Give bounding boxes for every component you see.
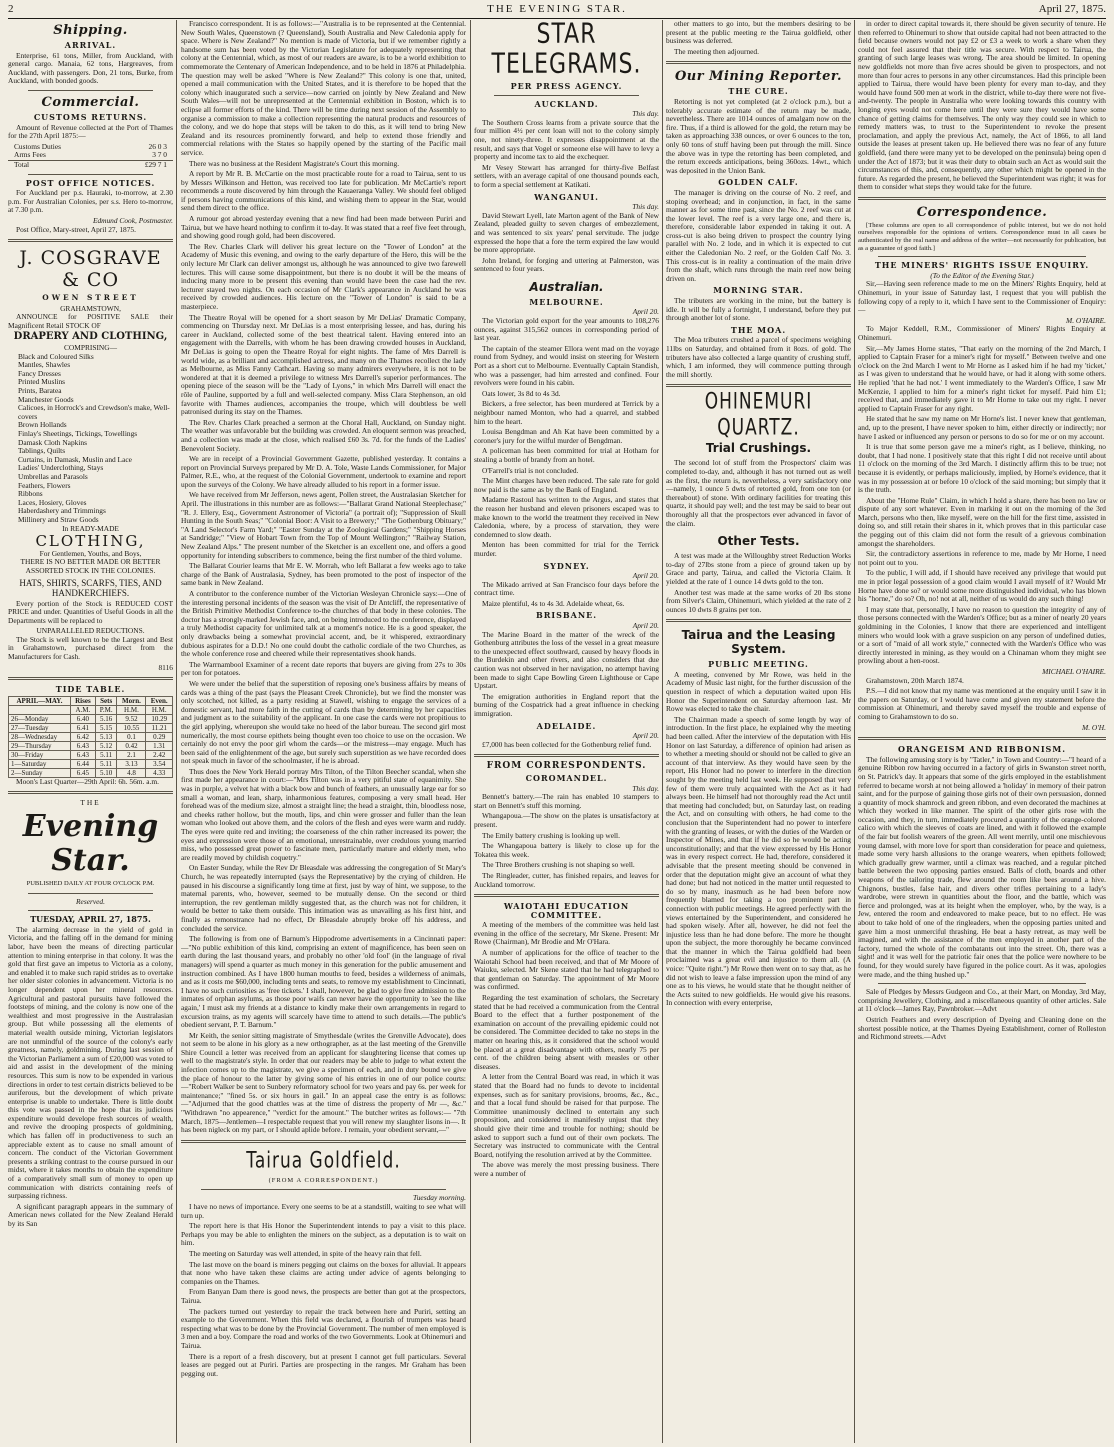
table-row: 28—Wednesday 6.42 5.13 0.1 0.29 <box>9 732 173 741</box>
tairua-goldfield-heading: Tairua Goldfield. <box>246 1147 401 1174</box>
dateline-date: April 20. <box>632 731 659 741</box>
better-text: THERE IS NO BETTER MADE OR BETTER ASSORTED STOCK IN THE COLONIES. <box>20 557 161 575</box>
column-header: Sets <box>95 696 117 705</box>
letter-paragraph: About the "Home Rule" Claim, in which I hold a share, there has been no law or dispute of any sort whatever. Even in marking it out on the morning of the 3rd March, persons who then, like myself, were on the hill for the first time, assisted in doing so, and still retain their shares in it, which proves that in this particular case the pegging out of this claim did not form the result of a grievous combination amongst the shareholders. <box>858 495 1106 548</box>
evening-star-title: Evening Star. <box>22 809 159 879</box>
table-row: 26—Monday 6.40 5.16 9.52 10.29 <box>9 714 173 723</box>
correspondence-heading: Correspondence. <box>916 204 1048 220</box>
column-1 <box>8 20 173 1443</box>
ohinemuri-quartz-heading: OHINEMURI QUARTZ. <box>704 389 813 442</box>
news-paragraph: Mr Keith, the senior sitting magistrate of Smythesdale (writes the Grenville Advocate), does not seem to be alone in his glory as a new orthographer, as at the last meeting of the Grenville Shire Council a letter was received from an applicant for slaughtering license that comes up well to the magistrate's style. In order that our readers may be able to judge to what extent the infection comes up to the magistrate, we give a specimen of each, and in duty bound we give the place of honour to the latter by giving some of his entries in one of our police courts:—"Robert Walker be sent to Sunbery reformatory school for two years and pay 6s. per week for maintenance;" "fined 5s. or six hours in gail." In an appeal case the entry is as follows:—"Adjurned that the good chattles was at the time of distress the property of Mr —, &c." "Withdrawn "no appearence," "verdict for the amount." The butcher writes as follows:— "7th March, 1875—Jentlemen—I respectable request that you will renew my slaughter lisons in—. It has been nigleck on my part, or I should aplide before. I remain, your obedient servant,—" <box>181 1030 466 1135</box>
telegram-paragraph: Bickers, a free selector, has been murdered at Terrick by a neighbour named Monton, who had a quarrel, and stabbed him to the heart. <box>474 399 659 426</box>
table-row: 27—Tuesday 6.41 5.15 10.55 11.21 <box>9 723 173 732</box>
dateline-place: SYDNEY. <box>543 560 590 571</box>
separator <box>28 910 153 911</box>
separator <box>201 1189 446 1190</box>
list-item: Curtains, in Damask, Muslin and Lace <box>18 454 132 464</box>
dateline-place: AUCKLAND. <box>534 98 599 109</box>
telegram-paragraph: The emigration authorities in England report that the burning of the Cospatrick had a great influence in checking immigration. <box>474 691 659 718</box>
separator <box>28 90 153 91</box>
table-row: 2—Sunday 6.45 5.10 4.8 4.33 <box>9 768 173 777</box>
drapery-list <box>8 353 173 525</box>
waiotahi-paragraph: The above was merely the most pressing business. There were a number of <box>474 1160 659 1178</box>
separator <box>8 239 173 242</box>
waiotahi-paragraph: A meeting of the members of the committee was held last evening in the office of the secretary, Mr Skene. Present: Mr Rowe (Chairman), Mr Brodie and Mr O'Hara. <box>474 920 659 947</box>
golden-calf-heading: GOLDEN CALF. <box>718 177 799 188</box>
from-correspondents-heading: FROM CORRESPONDENTS. <box>486 761 647 772</box>
column-5 <box>858 20 1106 1443</box>
masthead-date: April 27, 1875. <box>1038 3 1106 15</box>
separator <box>28 174 153 175</box>
moa-heading: THE MOA. <box>730 324 787 335</box>
waiotahi-paragraph: Regarding the test examination of scholars, the Secretary stated that he had received a communication from the Central Board to the effect that a further postponement of the examination on account of the prevailing epidemic could not be considered. The Committee decided to take no steps in the matter on hearing this, as it considered that the school would be placed at a great disadvantage with others, nearly 75 per cent. of the children being absent with measles or other diseases. <box>474 993 659 1071</box>
comprising-label: COMPRISING— <box>64 343 117 353</box>
post-office-heading: POST OFFICE NOTICES. <box>25 177 156 188</box>
coromandel-paragraph: The Three Brothers crushing is not shaping so well. <box>482 860 635 870</box>
mining-paragraph: The manager is driving on the course of No. 2 reef, and stoping overhead; and in conjunction, in fact, in the same manner as for some time past, since the No. 2 reef was cut at the lower level. The reef is a very large one, and there is, therefore, considerable labor expended in taking it out. A cross-cut is also being driven to prospect the country lying parallel with No. 2 lode, and in which it is expected to cut either the Caledonian No. 2 reef, or the Golden Calf No. 3. This cross-cut is in reality a continuation of the main drive from the shaft, which runs through the main reef now being driven on. <box>666 187 851 283</box>
letter-paragraph: Sir, the contradictory assertions in reference to me, made by Mr Horne, I need not point out to you. <box>858 549 1106 567</box>
table-row: 1—Saturday 6.44 5.11 3.13 3.54 <box>9 759 173 768</box>
letter-paragraph: To the public, I will add, if I should have received any privilege that would put me in prior legal possession of a good claim would I avail myself of it? Would Mr Horne have done so? or would some more distinguished individual, who has blown his "horne," do so? Oh, no! not at all, neither of us would do any such thing! <box>858 568 1106 604</box>
letter-paragraph: Grahamstown, 20th March 1874. <box>866 675 964 685</box>
clothing-sub: For Gentlemen, Youths, and Boys, <box>39 548 142 558</box>
trial-crushings-heading: Trial Crushings. <box>705 441 812 456</box>
column-header: APRIL—MAY. <box>9 696 71 705</box>
column-header: Rises <box>70 696 95 705</box>
table-subheader-row: A.M. P.M. H.M. H.M. <box>9 705 173 714</box>
telegram-paragraph: Mr Vesey Stewart has arranged for thirty-five Belfast settlers, with an average capital of one thousand pounds each, to form a special settlement at Katikati. <box>474 162 659 189</box>
dateline-date: April 20. <box>632 621 659 631</box>
post-office-text: For Auckland per p.s. Hauraki, to-morrow, at 2.30 p.m. For Australian Colonies, per s.s. Hero to-morrow, at 7.30 p.m. <box>8 188 173 215</box>
coromandel-heading: COROMANDEL. <box>525 772 608 783</box>
tairua-paragraph: The last move on the board is miners pegging out claims on the boxes for alluvial. It appears that none who have taken these claims are acting under advice of agents belonging to companies on the Thames. <box>181 1259 466 1286</box>
news-paragraph: The Warrnambool Examiner of a recent date reports that buyers are giving from 27s to 30s per ton for potatoes. <box>181 659 466 678</box>
tairua-paragraph: There is a report of a fresh discovery, but at present I cannot get full particulars. Several leases are pegged out at Puriri. Parties are prospecting in the ranges. Mr Graham has been pegging out. <box>181 1351 466 1378</box>
reserved-label: Reserved. <box>76 896 105 906</box>
coromandel-paragraph: The Ringleader, cutter, has finished repairs, and leaves for Auckland tomorrow. <box>474 870 659 889</box>
column-header: Morn. <box>117 696 146 705</box>
orangeism-paragraph: The following amusing story is by "Tatler," in Town and Country:—"I heard of a genuine Ribbon row having occurred in a factory of girls in Swanston street north, on St. Patrick's day. It appears that some of the girls employed in the establishment referred to became worsh at not being allowed a 'holiday' in memory of their patron saint, and for the purpose of gaining those girls not of their own persuasion, donned a quantity of mock shamrock and green ribbon, and even decorated the machines at which they worked in like manner. The spirit of the other girls rose with the occasion, and they, in turn, immediately procured a quantity of the orange-colored calico with which the sleeves of coats are lined, and with it followed the example of the fair but foolish wearers of the green. All went merrily, until one mischievous young damsel, with more love for sport than consideration for peace and quietness, made some very harsh allusions to the orange wearers, when epithets followed; which gradually grew warmer, until a climax was reached, and a regular pitched battle between the two opposing parties ensued. Balls of cloth, boards and other weapons of the tailoring trade, flew around the room like bees around a hive. Chignons, bustles, false hair, and divers other trifles pertaining to a lady's wardrobe, were strewn in quantities about the floor, and the battle, which was fierce and prolonged, was at its height when the employer, who, by the way, is a Jew, entered the room and endeavored to make peace, but to no effect. He was about to take hold of one of the ringleaders, when the opposing parties united and gave him a most unmerciful thrashing. He beat a hasty retreat, as may well be imagined, and with the assistance of the men employed in another part of the factory, turned the whole of the combatants out into the street. Oh, there was a sight! and it was well for the patriotic fair ones that the police were nowhere to be found, for they would surely have figured in the police court. As it was, apologies were made, and the thing hushed up." <box>858 754 1106 979</box>
shipping-heading: Shipping. <box>53 23 128 38</box>
tests-paragraph: A test was made at the Willoughby street Reduction Works to-day of 27lbs stone from a piece of ground taken up by Grace and party, Tairua, and called the Victoria Claim. It yielded at the rate of 1 ounce 14 dwts gold to the ton. <box>666 551 851 586</box>
news-paragraph: The Theatre Royal will be opened for a short season by Mr DeLias' Dramatic Company, commencing on Thursday next. Mr DeLias is a most enterprising lessee, and has, during his career in Auckland, collected some of the best theatrical talent. Having entered into an engagement with the Darrells, with whom he has been drawing crowded houses in Auckland, Mr DeLias is going to open the Theatre Royal for eight nights. The fame of Mrs Darrell is world wide, as a brilliant and accomplished actress, and many on the Thames recollect the lady as Melbourne, as Miss Fanny Cathcart. Having so many admirers everywhere, it is not to be wondered at that it is deemed a privilege to witness Mrs Darrell's superior performances. The opening piece of the season will be the "Lady of Lyons," in which Mrs Darrell will enact the rôle of Pauline, supported by a full and well-selected company. Miss Clara Stephenson, an old favorite with Thames audiences, accompanies the troupe, which will doubtless be well patronised during its stay on the Thames. <box>181 312 466 417</box>
separator <box>666 384 851 387</box>
list-item: Ribbons <box>18 489 43 499</box>
separator <box>878 983 1086 984</box>
separator <box>666 61 851 64</box>
column-4 <box>666 20 851 1443</box>
coromandel-date: This day. <box>632 783 659 793</box>
separator <box>858 737 1106 740</box>
mining-paragraph: The Moa tributers crushed a parcel of specimens weighing 11lbs on Saturday, and obtained from it 8ozs. of gold. The tributers have also collected a large quantity of crushing stuff, which, I am informed, they will commence putting through the mill shortly. <box>666 335 851 379</box>
news-paragraph: A rumour got abroad yesterday evening that a new find had been made between Puriri and Tairua, but we have heard nothing to confirm it to-day. It was stated that a reef five feet through, and showing good rough gold, had been discovered. <box>181 214 466 241</box>
letter-paragraph: Sir,—My James Horne states, "That early on the morning of the 2nd March, I applied to Captain Fraser for a miner's right for myself." Between twelve and one o'clock on the 2nd March I went to Mr Horne as I asked him if he had my 'ticket,' as I was given to understand that he would have, or had it along with some others. He replied 'that he had not.' I went immediately to the Warden's Office, I saw Mr McKenzie, I applied to him for a miner's right ticket for myself. Paid him £1; received that, and immediately gave it to Mr Horne to take out my right. I never applied to Captain Fraser for any right. <box>858 343 1106 413</box>
column-rule <box>470 20 471 1443</box>
news-paragraph: We have received from Mr Jefferson, news agent, Pollen street, the Australasian Sketcher for April. The illustrations in this number are as follows:—"Ballarat Grand National Steeplechase;" "R. J. Ellery, Esq., Government Astronomer of Victoria" (a portrait of); "Suppression of Skull Hunting in the South Seas;" "Colonial Boor: A Visit to a Brewery;" "The Gothenburg Obituary;" "A Land Selector's Farm Yard;" "Easter Sunday at the Zoological Gardens;" "Shipping Horses at Sandridge;" "View of Hobart Town from the Top of Mount Wellington;" "Railway Station, New Zealand Alps." The present number of the Sketcher is an excellent one, and offers a good opportunity for intending subscribers to commence, being the first number of the third volume. <box>181 490 466 560</box>
separator <box>28 893 153 894</box>
news-paragraph: The following is from one of Barnum's Hippodrome advertisements in a Cincinnati paper:—"No public exhibition of this kind, comprising an extent of magnificence, has been seen on earth during the last thousand years, and probably no other 'old fool' (in the language of rival managers) will spend a quarter as much money in this generation for the public amusement and instruction combined. As I have 1800 human mouths to feed, besides a wilderness of animals, and as it costs me $60,000, including tents and seats, to remove my establishment to Cincinnati, I have no such curiosities as 'free tickets.' I shall, however, be glad to give free admission to the inmates of orphan asylums, as those poor waifs can never have the opportunity to 'see the like again,' I must ask my friends at a distance to kindly make their own arrangements in regard to excursion trains, as my agents will scarcely have time to attend to such details.—The public's obedient servant, P. T. Barnum." <box>181 934 466 1030</box>
dateline-place: MELBOURNE. <box>529 296 604 307</box>
dateline-date: This day. <box>632 202 659 212</box>
list-item: Fancy Dresses <box>18 368 61 378</box>
list-item: Printed Muslins <box>18 377 66 387</box>
cosgrave-name: J. COSGRAVE & CO <box>19 247 162 292</box>
telegram-paragraph: The Mikado arrived at San Francisco four days before the contract time. <box>474 579 659 598</box>
table-row: 29—Thursday 6.43 5.12 0.42 1.31 <box>9 741 173 750</box>
dateline-place: BRISBANE. <box>535 610 598 621</box>
letter-paragraph: To Major Keddell, R.M., Commissioner of Miners' Rights Enquiry at Ohinemuri. <box>858 324 1106 342</box>
post-office-signature: Edmund Cook, Postmaster. <box>92 215 173 225</box>
every-portion-text: Every portion of the Stock is REDUCED COST PRICE and under. Quantities of Useful Goods in all the Departments will be replaced to <box>8 598 173 625</box>
list-item: Millinery and Straw Goods <box>18 514 99 524</box>
table-row: 30—Friday 6.43 5.11 2.1 2.42 <box>9 750 173 759</box>
clothing-heading: CLOTHING, <box>35 532 146 551</box>
stock-number: 8116 <box>158 662 173 672</box>
telegram-paragraph: Maize plentiful, 4s to 4s 3d. Adelaide wheat, 6s. <box>482 598 625 608</box>
the-label: THE <box>80 798 101 808</box>
to-editor-line: (To the Editor of the Evening Star.) <box>930 270 1034 280</box>
letter-paragraph: P.S.—I did not know that my name was mentioned at the enquiry until I saw it in the papers on Saturday, or I would have come and given my statement before the commission at Ohinemuri, and thereby saved myself the trouble and expense of coming to Grahamstown to do so. <box>858 686 1106 721</box>
list-item: Tablings, Quilts <box>18 446 66 456</box>
separator <box>8 791 173 794</box>
correspondence-note: [These columns are open to all correspondence of public interest, but we do not hold ourselves responsible for the opinions of writers. Correspondence must in all cases be authenticated by the real name and address of the writer—not necessarily for publication, but as a guarantee of good faith.] <box>858 221 1106 252</box>
separator <box>474 754 659 757</box>
news-paragraph: The Rev. Charles Clark preached a sermon at the Choral Hall, Auckland, on Sunday night. The weather was unfavorable but the building was crowded. An eloquent sermon was preached, and a collection was made at the close, which realised £60 3s. 7d. for the funds of the Ladies' Benevolent Society. <box>181 417 466 453</box>
telegram-paragraph: Menton has been committed for trial for the Terrick murder. <box>474 540 659 558</box>
tairua-subheading: (FROM A CORRESPONDENT.) <box>268 1176 379 1184</box>
list-item: Black and Coloured Silks <box>18 351 94 361</box>
published-line: PUBLISHED DAILY AT FOUR O'CLOCK P.M. <box>26 880 155 888</box>
letter-signature: MICHAEL O'HAIRE. <box>1042 666 1106 676</box>
column-3 <box>474 20 659 1443</box>
column-rule <box>176 20 177 1443</box>
cure-heading: THE CURE. <box>728 86 789 97</box>
advertisement-sale: Sale of Pledges by Messrs Gudgeon and Co., at their Mart, on Monday, 3rd May, comprising Jewellery, Clothing, and a miscellaneous quantity of other articles. Sale at 11 o'clock—James Ray, Pawnbroker.—Advt <box>858 987 1106 1014</box>
press-agency-label: PER PRESS AGENCY. <box>510 81 623 91</box>
news-paragraph: There was no business at the Resident Magistrate's Court this morning. <box>189 158 400 168</box>
list-item: Prints, Baratea <box>18 386 62 396</box>
stock-text: The Stock is well known to be the Largest and Best in Grahamstown, purchased direct from the Manufacturers for Cash. <box>8 634 173 662</box>
masthead-title: THE EVENING STAR. <box>487 3 627 15</box>
dateline-date: April 20. <box>632 307 659 317</box>
list-item: Umbrellas and Parasols <box>18 471 88 481</box>
telegram-paragraph: The Victorian gold export for the year amounts to 108,276 ounces, against 315,562 ounces in corresponding period of last year. <box>474 316 659 343</box>
mining-reporter-heading: Our Mining Reporter. <box>674 69 843 85</box>
separator <box>878 256 1086 257</box>
news-paragraph: The Rev. Charles Clark will deliver his great lecture on the "Tower of London" at the Academy of Music this evening, and owing to the early departure of the Hero, this will be the only lecture Mr Clark can deliver amongst us, although he was announced to give two farewell lectures. This will cause some disappointment, but there is no doubt it will be the means of inducing many more to be present this evening than would have been the case had the rev. lecturer stayed two nights. On each occasion of Mr Clark's appearance in Auckland he was received by crowded audiences. His lecture on the "Tower of London" is said to be a masterpiece. <box>181 241 466 311</box>
telegram-paragraph: Oats lower, 3s 8d to 4s 3d. <box>482 388 561 398</box>
letter-signature: M. O'H. <box>1082 722 1106 732</box>
dateline-place: ADELAIDE. <box>536 720 597 731</box>
list-item: Calicoes, in Horrock's and Crewdson's make, Well-covers <box>18 403 170 421</box>
tairua-paragraph: I have no news of importance. Every one seems to be at a standstill, waiting to see what will turn up. <box>181 1202 466 1220</box>
hats-text: HATS, SHIRTS, SCARFS, TIES, AND HANDKERCHIEFS. <box>19 577 162 598</box>
list-item: Damask Cloth Napkins <box>18 437 87 447</box>
telegram-paragraph: A policeman has been committed for trial at Hotham for stealing a bottle of brandy from an hotel. <box>474 446 659 464</box>
coromandel-paragraph: The Emily battery crushing is looking up well. <box>482 830 620 840</box>
unparalleled-text: UNPARALLELED REDUCTIONS. <box>36 626 145 636</box>
telegram-paragraph: The Mint charges have been reduced. The sale rate for gold now paid is the same as by the Bank of England. <box>474 476 659 494</box>
post-office-date: Post Office, Mary-street, April 27, 1875. <box>16 224 136 234</box>
page-number: 2 <box>8 3 14 15</box>
column-header: Even. <box>146 696 173 705</box>
telegram-paragraph: Louisa Bengdman and Ah Kat have been committed by a coroner's jury for the wilful murder of Bengdman. <box>474 427 659 445</box>
advertisement-dyeing: Ostrich Feathers and every description of Dyeing and Cleaning done on the shortest possible notice, at the Thames Dyeing Establishment, corner of Rolleston and Richmond streets.—Advt <box>858 1014 1106 1042</box>
adjourned-text: The meeting then adjourned. <box>674 46 759 56</box>
tests-paragraph: Another test was made at the same works of 20 lbs stone from Silver's Claim, Ohinemuri, which yielded at the rate of 2 ounces 10 dwts 8 grains per ton. <box>666 587 851 614</box>
tide-table <box>8 696 173 778</box>
news-paragraph: We were under the belief that the superstition of reposing one's business affairs by means of cards was a thing of the past (says the Pleasant Creek Chronicle), but we find the monster was only scotched, not killed, as a party residing at Stawell, wishing to engage the services of a domestic servant, had more faith in the cutting of cards than by determining by her capacities and judgment as to the suitability of the applicant. In one case the cards were not propitious to the girl applying, whereupon she would take no heed of the labor bureau. The second girl most numerically, the most course epithets being thought even too choice to use on the occasion. We certainly do not envy the poor girl whom the cards—or the mistress—may engage. Much has been said of the enlightenment of the age, but surely such superstition as we have recorded does not speak much in favor of the schoolmaster, if he is abroad. <box>181 678 466 766</box>
issue-date-heading: TUESDAY, APRIL 27, 1875. <box>30 914 151 925</box>
cosgrave-town: GRAHAMSTOWN, <box>60 303 121 313</box>
telegram-paragraph: Madame Rastoul has written to the Argus, and states that the reason her husband and eleven prisoners escaped was to make known to the world the treatment they received in New Caledonia, where, by a process of starvation, they were condemned to slow death. <box>474 495 659 539</box>
telegram-paragraph: The captain of the steamer Ellora went mad on the voyage round from Sydney, and would insist on steering for Western Port as a short cut to Melbourne. Eventually Captain Standish, who was a passenger, had him arrested and confined. Four revolvers were found in his cabin. <box>474 343 659 388</box>
list-item: Finlay's Sheetings, Tickings, Towellings <box>18 429 138 438</box>
list-item: Mantles, Shawles <box>18 360 71 370</box>
separator <box>181 1140 466 1143</box>
separator <box>8 677 173 680</box>
news-paragraph: A report by Mr R. B. McCartie on the most practicable route for a road to Tairua, sent to us by Messrs Wilkinson and Hetton, was received too late for publication. Mr McCartie's report recommends a route discovered by him through the Kauaeranga Valley. We should feel obliged if persons having communications of this kind, and wishing them to appear in the Star, would send them direct to the office. <box>181 169 466 213</box>
letter-paragraph: He stated that he saw my name on Mr Horne's list. I never knew that gentleman, and, up to the present, I have never spoken to him, either directly or indirectly; nor have I asked or influenced any person or persons to do so for me or on my account. <box>858 414 1106 441</box>
miners-rights-heading: THE MINERS' RIGHTS ISSUE ENQUIRY. <box>874 260 1090 271</box>
australian-heading: Australian. <box>529 279 604 294</box>
separator <box>474 894 659 897</box>
continued-paragraph: other matters to go into, but the members desiring to be present at the public meeting re the Tairua goldfield, other business was deferred. <box>666 20 851 46</box>
masthead <box>8 0 1106 19</box>
moon-text: Moon's Last Quarter—29th April: 6h. 56m. a.m. <box>16 776 159 786</box>
telegram-paragraph: John Ireland, for forging and uttering at Palmerston, was sentenced to four years. <box>474 255 659 274</box>
tairua-date: Tuesday morning. <box>413 1193 466 1203</box>
column-rule <box>662 20 663 1443</box>
coromandel-paragraph: The Whangapoua battery is likely to close up for the Tokatea this week. <box>474 841 659 859</box>
commercial-heading: Commercial. <box>41 94 140 110</box>
tairua-paragraph: The report here is that His Honor the Superintendent intends to pay a visit to this place. Perhaps you may be able to enlighten the miners on the subject, as a deputation is to wait on him. <box>181 1221 466 1248</box>
telegram-paragraph: David Stewart Lyell, late Marton agent of the Bank of New Zealand, pleaded guilty to seven charges of embezzlement, and was sentenced to six years' penal servitude. The judge expressed the hope that a fore the term expired the law would be more appropriate. <box>474 210 659 255</box>
coromandel-paragraph: Whangapoua.—The show on the plates is unsatisfactory at present. <box>474 811 659 829</box>
meeting-paragraph: The Chairman made a speech of some length by way of introduction. In the first place, he explained why the meeting had been called. After the interview of the deputation with His Honor on last Saturday, a difference of opinion had arisen as to whether a meeting should or should not be called to give an account of that interview. As they would have seen by the report, His Honor had no power to interfere in the direction sought by the meeting held last week. He supposed that very few of them were truly acquainted with the Act as it had always been. He himself had not thoroughly read the Act until that meeting had concluded; but, on Saturday last, on reading the Act, and on consulting with others, he had come to the conclusion that the Superintendent had no power to interfere with the granting of leases, or with the duties of the Warden or Inspector of Mines, and that if he did so he would be acting unconstitutionally; and that the view expressed by His Honor was in every respect correct. He had, therefore, considered it advisable that the present meeting should be convened in order that the deputation might give an account of what they had done; but had not noticed in the matter until requested to do so by many, inasmuch as he had been before now frequently blamed for taking a too prominent part in connection with public meetings. He agreed perfectly with the views entertained by the Superintendent, and considered he had spoken wisely. After all, however, he did not feel the injustice less than he had done before. The more he thought upon the subject, the more thoroughly he became convinced that the manner in which the Tairua goldfield had been proclaimed was a great evil and injustice to them all. (A voice: "Quite right.") Mr Rowe then went on to say that, as he did not wish to leave a false impression upon the mind of any one as to his views, he would state that he thought neither of the Acts suited to new goldfields. He would give his reasons. In connection with every enterprise, <box>666 714 851 1008</box>
separator <box>494 95 639 96</box>
leader-paragraph: The alarming decrease in the yield of gold in Victoria, and the falling off in the demand for mining labor, have been the means of directing particular attention to mining enterprise in that colony. It was the gold that first gave an impetus to Victoria as a colony, and enabled it to make such rapid strides as to overtake her older sister colonies in advancement. Victoria is no longer dependent upon her mineral resources. Agricultural and pastoral pursuits have followed the footsteps of mining, and the colony is now one of the wealthiest and most progressive in the Australasian group. But while possessing all the elements of material wealth outside mining, Victorian legislators are not unmindful of the source of the colony's early greatness, namely, goldmining. During last session of the Victorian Parliament a sum of £20,000 was voted to aid and assist in the development of the mining resources. This sum is now to be expended in various directions in order to test certain districts believed to be auriferous, but the development of which private enterprise is unable to undertake. There is little doubt this vote was passed in the hope that its judicious expenditure would develope fresh sources of wealth, and revive the drooping prospects of goldmining, which has fallen off in productiveness to such an appreciable extent as to cause no small amount of concern. The conduct of the Victorian Government presents a striking contrast to the course pursued in our midst, where it takes months to obtain the expenditure of a comparatively small sum of money to open up communication with districts containing reefs of surpassing richness. <box>8 924 173 1201</box>
meeting-paragraph: A meeting, convened by Mr Rowe, was held in the Academy of Music last night, for the further discussion of the question in respect of which a deputation waited upon His Honor the Superintendent on Saturday afternoon last. Mr Rowe was elected to take the chair. <box>666 669 851 714</box>
cosgrave-street: OWEN STREET <box>42 293 139 303</box>
letter-paragraph: Sir,—Having seen reference made to me on the Miners' Rights Enquiry, held at Ohinemuri, in your issue of Saturday last, I request that you will publish the following copy of a reply to it, which I have sent to the Commissioner of Enquiry:— <box>858 279 1106 315</box>
cosgrave-intro: ANNOUNCE for POSITIVE SALE their Magnificent Retail STOCK OF <box>8 312 173 330</box>
list-item: Haberdashery and Trimmings <box>18 506 106 516</box>
tairua-paragraph: The packers turned out yesterday to repair the track between here and Puriri, setting an example to the Government. When this field was declared, a flourish of trumpets was heard respecting what was to be done by the Provincial Government. The number of men employed is 3 men and a boy. Compare the road and works of the two Governments. Look at Ohinemuri and Tairua. <box>181 1306 466 1350</box>
news-paragraph: On Easter Sunday, while the Rev Dr Bleasdale was addressing the congregation of St Mary's Church, he was repeatedly interrupted (says the Representative) by the crying of children. He paused in his discourse a significantly long time at first, just by way of hint, we suppose, to the maternal parents, who, however, seemed to be mutually dense. On the second or third interruption, the rev gentleman mildly suggested that, as the church was not for children, it would be better to take them outside. This intimation was as unavailing as his first hint, and finally as remonstrance had no effect, Dr Bleasdale abruptly broke off his address, and concluded the service. <box>181 863 466 933</box>
list-item: Manchester Goods <box>18 394 74 404</box>
news-paragraph: Thus does the New York Herald portray Mrs Tilton, of the Tilton Beecher scandal, when she first made her appearance in court:—"Mrs Tilton was in a very pitiful state of equanimity. She was in purple, a velvet hat with a black bow and bunch of feathers, an unusually large ear for so small a woman, and lean, sharp, inharmonious features, composing a very small head. Her forehead was of the medium size, almost a straight line; the head a straight, thin, bloodless nose, and cheeks rather hollow, but the mouth, lips, and chin were grosser and fuller than the lean woman who looked out above them, and the colors of the flesh and eyes were warm and ruddy. The eyes were quite red and inviting; the coarseness of the chin rather increased its power; the eyes and expression were those of an emotional, unrestrainable, over credulous young married miss, who possessed great power to fascinate men, particularly mature and elderly men, who are readily moved by childish coquetry." <box>181 766 466 862</box>
letter-signature: M. O'HAIRE. <box>1066 315 1106 325</box>
telegram-paragraph: The Marine Board in the matter of the wreck of the Gothenburg attributes the loss of the vessel in a great measure to the unexpected effect southward, caused by heavy floods in the Burdekin and other rivers, and also considers that due caution was not observed in her navigation, no attempt having been made to sight Cape Bowling Green Lighthouse or Cape Upstart. <box>474 629 659 691</box>
public-meeting-label: PUBLIC MEETING. <box>708 659 809 670</box>
letter-paragraph: It is true that some person gave me a miner's right, as I believe, thinking, no doubt, that I had none. I positively state that this right I did not receive until about 11 o'clock on the morning of the 3rd March. I distinctly affirm this to be true; not because it is evidently, or perhaps maliciously, implied, by Horne's evidence, that it was in my possession at or before 10 o'clock of the said morning; but simply that it is the truth. <box>858 442 1106 495</box>
news-paragraph: A contributor to the conference number of the Victorian Wesleyan Chronicle says:—One of the interesting personal incidents of the season was the visit of Dr Antcliff, the representative of the British Primitive Methodist Conference to-the churches of that body in these colonies. The doctor has a strongly-marked Jewish face, and, on being introduced to the conference, displayed a truly Methodist capacity for unlimited talk at a moment's notice. He is a good speaker, the only drawbacks being a somewhat provincial accent, and, be it whispered, extraordinary dubious aspirates for a D.D.! No one could doubt the catholic cordiale of the two Churches, as the whole conference rose and cheered while their representatives shook hands. <box>181 589 466 659</box>
list-item: Ladies' Underclothing, Stays <box>18 463 104 473</box>
customs-row: Arms Fees 3 7 0 <box>14 150 167 160</box>
letter-paragraph: I may state that, personally, I have no reason to question the integrity of any of those persons connected with the Warden's Office; but as a miner of nearly 20 years goldmining in the Colonies, I know that there are experienced and intelligent miners who would look with a grave suspicion on any person of undefined duties, or a sort of "maid of all work style," connected with the Warden's Office who was directly interested in mining, as they would on a Chinaman whom they might see prowling about a hen-roost. <box>858 604 1106 666</box>
leader-paragraph: A significant paragraph appears in the summary of American news collated for the New Zealand Herald by its San <box>8 1201 173 1228</box>
other-tests-heading: Other Tests. <box>717 534 800 549</box>
waiotahi-paragraph: A letter from the Central Board was read, in which it was stated that the Board had no funds to devote to incidental expenses, such as for sanitary provisions, brooms, &c., &c., and that a local fund should be raised for that purpose. The Committee unanimously declined to entertain any such proposition, and considered it manifestly unjust that they should give their time and trouble for nothing; should be asked to support such a fund out of their own pockets. The Secretary was instructed to communicate with the Central Board, notifying the resolution arrived at by the Committee. <box>474 1072 659 1159</box>
waiotahi-paragraph: A number of applications for the office of teacher to the Waiotahi School had been received, and that of Mr Moore of Waiuku, selected. Mr Skene stated that he had telegraphed to that gentleman on Saturday. The appointment of Mr Moore was confirmed. <box>474 948 659 992</box>
orangeism-heading: ORANGEISM AND RIBBONISM. <box>898 744 1066 755</box>
customs-text: Amount of Revenue collected at the Port of Thames for the 27th April 1875:— <box>8 122 173 141</box>
coromandel-paragraph: Bennett's battery.—The rain has enabled 10 stampers to start on Bennett's stuff this morning. <box>474 792 659 810</box>
arrival-text: Enterprise, 61 tons, Miller, from Auckland, with general cargo. Manaia, 62 tons, Hargreaves, from Auckland, with passengers. Don, 21 tons, Burke, from Auckland, with bonded goods. <box>8 50 173 86</box>
continued-paragraph: in order to direct capital towards it, there should be given security of tenure. He then referred to Ohinemuri to show that outside capital had not been attracted to the field because owners would not pay £2 or £3 a week to work a share when they could not feel assured that their title was secure. With respect to Tairua, the granting of such large leases was wrong. The area should be limited. In opening new goldfields not more than five acres should be given to prospectors, and not more than four acres to persons in any other circumstances. Had this principle been applied to Tairua, there would have been plenty for every man to-day, and they would have found 500 men at work in the district, while to-day there were not five-and-twenty. The people in Australia who were looking towards this country with longing eyes would not come here until they were sure they would have some chance of getting claims for themselves. The only way they could see in which to remedy matters was, to trust to the Superintendent to revoke the present proclamation, and apply the previous Act, namely, the Act of 1866, to all land outside the leases at present taken up. He believed there was no fear of any future goldfield, (and there were many yet to be developed on the peninsula) being open d under the Act of 1873; but it was their duty to obtain such an Act as would suit the circumstances of this, and, consequently, any other which might be opened in the future. As regarded the present, he believed the Superintendent was right; it was for them to consider what steps they would take for the future. <box>858 20 1106 192</box>
news-paragraph: We are in receipt of a Provincial Government Gazette, published yesterday. It contains a report on Provincial Surveys prepared by Mr D. A. Tole, Waste Lands Commissioner, for Major Palmer, R.E., who, at the request of the Colonial Government, undertook to examine and report upon the surveys of the Colony. We have already alluded to his report in a former issue. <box>181 454 466 489</box>
list-item: Laces, Hosiery, Gloves <box>18 497 87 507</box>
morning-star-heading: MORNING STAR. <box>713 285 804 296</box>
mining-paragraph: Retorting is not yet completed (at 2 o'clock p.m.), but a tolerably accurate estimate of the return may be made, nevertheless. There are 1014 ounces of amalgam now on the fire. Thus, if a third is allowed for the gold, the return may be taken as approaching 338 ounces, or over 6 ounces to the ton, only 60 tons of stuff having been put through the mill. Since the above was in type the retorting has been completed, and the return exceeds anticipations, being 360ozs. 14wt., which was deposited in the Union Bank. <box>666 96 851 175</box>
news-paragraph: The Ballarat Courier learns that Mr E. W. Morrah, who left Ballarat a few weeks ago to take charge of the Bank of Australasia, Sydney, has been promoted to the post of inspector of the same bank in New Zealand. <box>181 561 466 588</box>
column-rule <box>854 20 855 1443</box>
readymade-label: In READY-MADE <box>62 523 119 533</box>
column-2 <box>181 20 466 1443</box>
tide-heading: TIDE TABLE. <box>55 684 126 695</box>
customs-total-row: Total £29 7 1 <box>8 160 173 170</box>
drapery-heading: DRAPERY AND CLOTHING, <box>13 331 168 343</box>
news-paragraph: Francisco correspondent. It is as follows:—"Australia is to be represented at the Centennial. New South Wales, Queenstown (? Queensland), South Australia and New Caledonia apply for space. Where is New Zealand?" No mention is made of Victoria, but if we remember rightly a handsome sum has been voted by the Victorian Legislature for adequately representing that colony at the Centennial, which, as most of our readers are aware, is to be a world exhibition to commemorate the Centenary of American Independence, and to be held in 1876 at Philadelphia. The question may well be asked "Where is New Zealand?" This colony is one that, united, opened a mail communication with the United States, and it is therefore to be hoped that the colony which inaugurated such a service—now carried on jointly by New Zealand and New South Wales—will not be unrepresented at the Centennial exhibition in Boston, which is to eclipse all former efforts of the kind. There will be time during next session of the Assembly to organise a commission to make a collection representing the natural products and resources of the colony, and we do hope that steps will be taken to do this, as it will tend to bring New Zealand and its resources prominently forward, and help to extend those friendly and commercial relations with the States so happily opened by the starting of the Pacific mail service. <box>181 20 466 157</box>
dateline-date: This day. <box>632 109 659 119</box>
list-item: Brown Hollands <box>18 420 67 430</box>
table-header-row <box>9 696 173 705</box>
tairua-paragraph: The meeting on Saturday was well attended, in spite of the heavy rain that fell. <box>189 1248 422 1258</box>
separator <box>666 619 851 622</box>
dateline-date: April 20. <box>632 571 659 581</box>
telegram-paragraph: O'Farrell's trial is not concluded. <box>482 465 579 475</box>
separator <box>858 197 1106 200</box>
list-item: Feathers, Flowers <box>18 480 71 490</box>
telegram-paragraph: The Southern Cross learns from a private source that the four million 4½ per cent loan will not to the colony simply one, not ninety-three. It expresses disappointment at the result, and says that Vogel or someone else will have to levy a property and income tax to aid the exchequer. <box>474 117 659 162</box>
arrival-heading: ARRIVAL. <box>64 40 117 50</box>
mining-paragraph: The tributers are working in the mine, but the battery is idle. It will be fully a fortnight, I understand, before they put through another lot of stone. <box>666 296 851 323</box>
tairua-paragraph: From Banyan Dam there is good news, the prospects are better than got at the prospectors, Tairua. <box>181 1287 466 1305</box>
customs-heading: CUSTOMS RETURNS. <box>33 111 148 122</box>
star-telegrams-heading: STAR TELEGRAMS. <box>491 20 642 80</box>
trial-paragraph: The second lot of stuff from the Prospectors' claim was completed to-day, and, although it has not turned out as well as the first, the return is, nevertheless, a very satisfactory one—namely, 1 ounce 5 dwts of retorted gold, from one ton (or thereabout) of stone. With ordinary facilities for treating this quartz, it should pay well; and the test may be said to bear out thoroughly all that the prospectors ever advanced in favor of the claim. <box>666 458 851 528</box>
telegram-paragraph: £7,000 has been collected for the Gothenburg relief fund. <box>482 739 652 749</box>
dateline-place: WANGANUI. <box>534 191 599 202</box>
waiotahi-heading: WAIOTAHI EDUCATION COMMITTEE. <box>503 901 630 920</box>
leasing-system-heading: Tairua and the Leasing System. <box>681 628 836 657</box>
customs-row: Customs Duties 26 0 3 <box>14 141 167 151</box>
